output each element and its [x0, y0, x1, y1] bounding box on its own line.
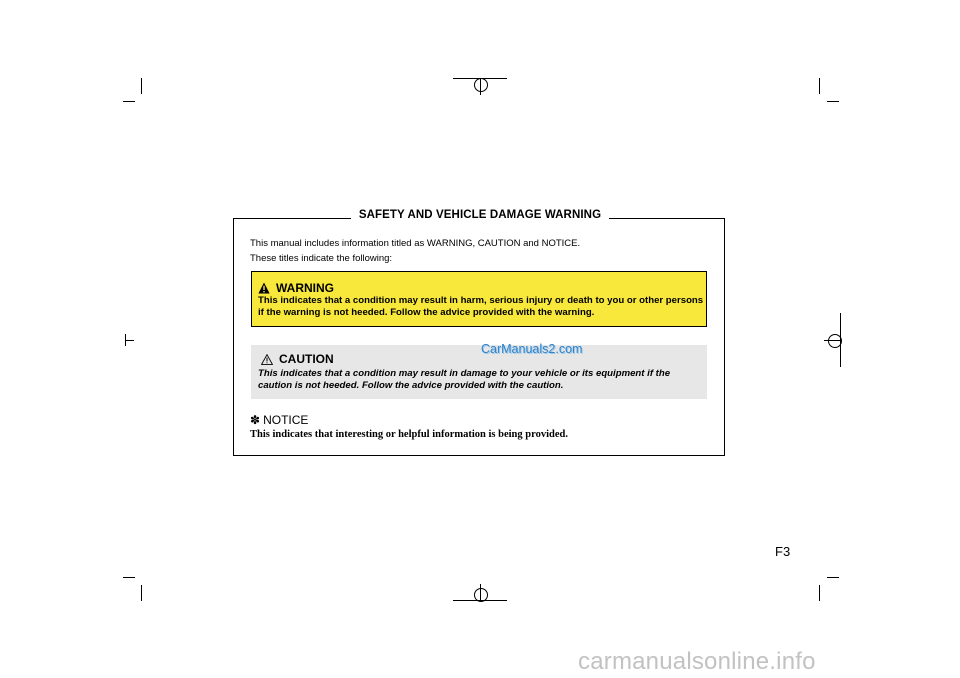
section-title: SAFETY AND VEHICLE DAMAGE WARNING: [0, 209, 960, 221]
warning-triangle-icon: [258, 282, 270, 294]
crop-mark: [141, 78, 142, 94]
crop-mark: [141, 585, 142, 601]
caution-heading: [261, 352, 334, 366]
page-number: F3: [775, 544, 791, 559]
caution-title: CAUTION: [279, 352, 334, 366]
warning-body: This indicates that a condition may result in harm, serious injury or death to you or other persons if the warning is not heeded. Follow the advice provided with the warning.: [258, 295, 704, 318]
registration-mark-right: [828, 334, 842, 348]
warning-heading: [258, 281, 334, 295]
crop-mark: [123, 577, 135, 578]
crop-mark: [123, 101, 135, 102]
intro-line: This manual includes information titled as WARNING, CAUTION and NOTICE.: [250, 238, 581, 249]
watermark: CarManuals2.com: [481, 342, 583, 356]
crop-mark: [827, 101, 839, 102]
crop-mark: [819, 78, 820, 94]
notice-heading: [250, 413, 308, 427]
site-footer-link[interactable]: carmanualsonline.info: [578, 648, 816, 675]
warning-title: WARNING: [276, 281, 334, 295]
crop-mark: [819, 585, 820, 601]
notice-title: NOTICE: [263, 413, 309, 427]
registration-mark-top: [474, 78, 488, 92]
intro-line: These titles indicate the following:: [250, 253, 393, 264]
intro-text: [250, 236, 580, 266]
notice-body: This indicates that interesting or helpful information is being provided.: [250, 429, 568, 440]
asterisk-icon: ✽: [250, 413, 261, 427]
crop-mark: [827, 577, 839, 578]
registration-mark-bottom: [474, 588, 488, 602]
registration-mark-left: [125, 340, 134, 341]
caution-body: This indicates that a condition may result in damage to your vehicle or its equipment if the caution is not heeded. Follow the advice provided with the caution.: [258, 368, 671, 391]
caution-triangle-icon: [261, 354, 273, 365]
